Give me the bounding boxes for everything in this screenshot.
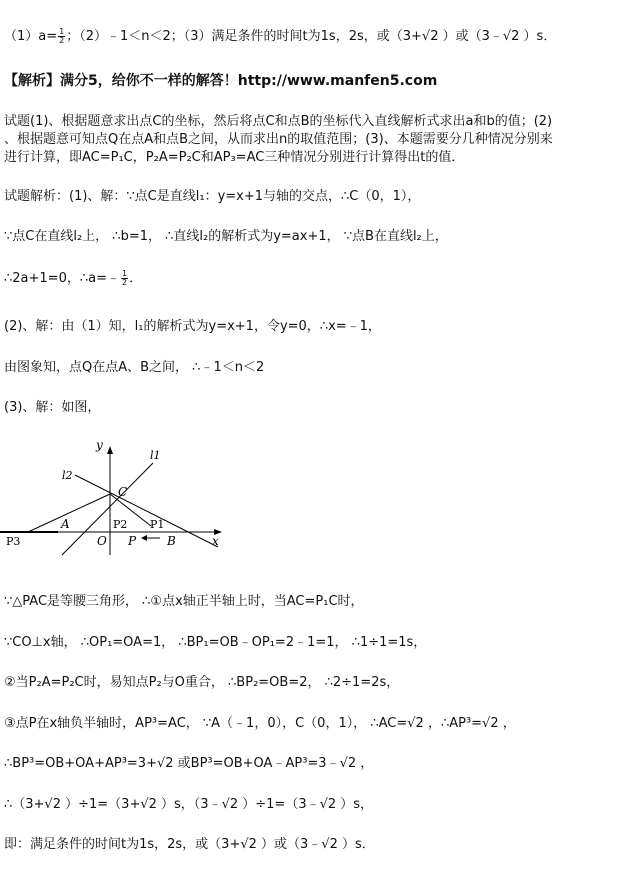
analysis-line-3: 进行计算，即AC=P₁C，P₂A=P₂C和AP₃=AC三种情况分别进行计算得出t的值． xyxy=(4,150,465,165)
fraction-one-half: $\frac{1}{2}$ xyxy=(59,27,65,45)
label-o: O xyxy=(97,534,107,548)
solution-step-8: ∵CO⊥x轴， ∴OP₁=OA=1， ∴BP₁=OB﹣OP₁=2﹣1=1， ∴1÷1=1s， xyxy=(4,635,427,650)
label-b: B xyxy=(167,534,176,548)
y-axis-arrow-icon xyxy=(107,446,113,454)
solution-step-4: (2)、解：由（1）知，l₁的解析式为y=x+1，令y=0，∴x=﹣1， xyxy=(4,319,381,334)
label-c: C xyxy=(118,485,128,499)
analysis-banner: 【解析】满分5，给你不一样的解答！http://www.manfen5.com xyxy=(4,73,438,89)
label-l1: l1 xyxy=(150,449,161,462)
line-l1 xyxy=(62,463,153,555)
solution-step-12: ∴（3+√2 ）÷1=（3+√2 ）s，（3﹣√2 ）÷1=（3﹣√2 ）s， xyxy=(4,797,374,812)
solution-step-11: ∴BP³=OB+OA+AP³=3+√2 或BP³=OB+OA﹣AP³=3﹣√2 ， xyxy=(4,756,374,771)
solution-step-3: ∴2a+1=0，∴a=﹣ $\frac{1}{2}$ ． xyxy=(4,269,143,287)
motion-arrow-icon xyxy=(141,535,147,541)
answer-summary xyxy=(4,28,556,46)
solution-step-13: 即：满足条件的时间t为1s，2s，或（3+√2 ）或（3﹣√2 ）s． xyxy=(4,837,375,852)
solution-step-7: ∵△PAC是等腰三角形， ∴①点x轴正半轴上时，当AC=P₁C时， xyxy=(4,594,364,609)
label-p2: P2 xyxy=(113,518,128,531)
coordinate-figure xyxy=(0,435,235,559)
answer-rest: ；（2）﹣1＜n＜2；（3）满足条件的时间t为1s，2s，或（3+√2 ）或（3﹣√2 ）s． xyxy=(66,29,557,44)
solution-step-2: ∵点C在直线l₂上， ∴b=1， ∴直线l₂的解析式为y=ax+1， ∵点B在直线l₂上， xyxy=(4,229,448,244)
label-x: x xyxy=(212,534,219,548)
label-l2: l2 xyxy=(62,469,73,482)
label-y: y xyxy=(96,438,103,452)
fraction-a-value: $\frac{1}{2}$ xyxy=(121,269,128,287)
label-p1: P1 xyxy=(150,518,165,531)
analysis-line-1: 试题(1)、根据题意求出点C的坐标，然后将点C和点B的坐标代入直线解析式求出a和b的值；(2) xyxy=(4,114,553,129)
solution-step-6: (3)、解：如图， xyxy=(4,400,101,415)
solution-step-9: ②当P₂A=P₂C时，易知点P₂与O重合， ∴BP₂=OB=2， ∴2÷1=2s， xyxy=(4,675,400,690)
solution-step-1: 试题解析：(1)、解：∵点C是直线l₁：y=x+1与轴的交点，∴C（0，1）， xyxy=(4,189,421,204)
label-p: P xyxy=(128,534,137,548)
label-a: A xyxy=(61,517,70,531)
solution-step-5: 由图象知，点Q在点A、B之间， ∴﹣1＜n＜2 xyxy=(4,360,265,375)
analysis-line-2: 、根据题意可知点Q在点A和点B之间，从而求出n的取值范围；(3)、本题需要分几种情况分别来 xyxy=(4,132,553,147)
label-p3: P3 xyxy=(6,535,21,548)
answer-prefix: （1）a= xyxy=(4,29,58,44)
solution-step-10: ③点P在x轴负半轴时，AP³=AC， ∵A（﹣1，0），C（0，1）， ∴AC=√2 ，∴AP³=√2 ， xyxy=(4,716,516,731)
